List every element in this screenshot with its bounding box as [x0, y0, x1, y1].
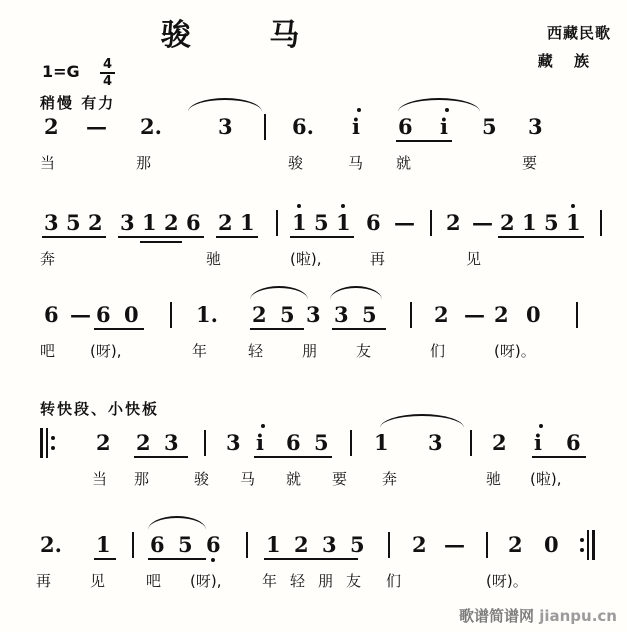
beam-line [216, 236, 258, 238]
page-title: 骏 马 [160, 18, 334, 53]
beam-line [148, 558, 206, 560]
footer-label: 歌谱简谱网 [458, 607, 534, 625]
lyric: (啦), [530, 470, 562, 488]
beam-line [332, 328, 386, 330]
barline [486, 532, 488, 558]
barline [350, 430, 352, 456]
lyric: (呀)。 [494, 342, 536, 360]
note: 3 [218, 114, 233, 139]
beam-line [94, 558, 116, 560]
note: 2 [44, 114, 59, 139]
lyric: 马 [240, 470, 256, 488]
note: — [70, 302, 91, 327]
note: 2 [446, 210, 461, 235]
note: 2 [136, 430, 151, 455]
note: 6 [186, 210, 201, 235]
barline [170, 302, 172, 328]
note: 2 [494, 302, 509, 327]
octave-dot [261, 424, 265, 428]
octave-dot [297, 204, 301, 208]
note: 0 [544, 532, 559, 557]
note: 2. [140, 114, 162, 139]
lyric: 骏 [194, 470, 210, 488]
note: 2 [500, 210, 515, 235]
note: 5 [178, 532, 193, 557]
barline [264, 114, 266, 140]
note: i [256, 430, 264, 455]
note: 1 [142, 210, 157, 235]
note: 6 [206, 532, 221, 557]
note: 2 [164, 210, 179, 235]
lyric: 见 [466, 250, 482, 268]
note: 3 [120, 210, 135, 235]
footer-watermark [459, 605, 617, 626]
staff-row-3 [0, 300, 627, 392]
note: 2 [434, 302, 449, 327]
note: — [464, 302, 485, 327]
beam-line [94, 328, 144, 330]
staff-row-2 [0, 208, 627, 300]
beam-line [290, 236, 354, 238]
note: 5 [362, 302, 377, 327]
beam-line [42, 236, 106, 238]
note: 2 [88, 210, 103, 235]
barline [276, 210, 278, 236]
slur-icon [188, 98, 262, 112]
lyric: 那 [136, 154, 152, 172]
lyric: 友 [346, 572, 362, 590]
octave-dot [445, 108, 449, 112]
note: 6. [292, 114, 314, 139]
lyric: 年 [262, 572, 278, 590]
beam-line [264, 558, 358, 560]
credit-line-1: 西藏民歌 [546, 24, 611, 42]
beam-line [134, 456, 188, 458]
note: 6 [44, 302, 59, 327]
lyric: 们 [386, 572, 402, 590]
note: 5 [66, 210, 81, 235]
note: 3 [164, 430, 179, 455]
beam-line [250, 328, 304, 330]
beam-line [254, 456, 332, 458]
note: 6 [366, 210, 381, 235]
lyric: 驰 [486, 470, 502, 488]
note: — [444, 532, 465, 557]
note: 5 [314, 430, 329, 455]
note: i [440, 114, 448, 139]
lyric: (啦), [290, 250, 322, 268]
note: — [394, 210, 415, 235]
lyric: (呀), [190, 572, 222, 590]
time-signature-numerator: 4 [102, 57, 113, 72]
barline [246, 532, 248, 558]
beam-line [118, 236, 204, 238]
barline [470, 430, 472, 456]
note: 3 [306, 302, 321, 327]
lyric: 见 [90, 572, 106, 590]
lyric: 再 [36, 572, 52, 590]
lyric: 奔 [40, 250, 56, 268]
key-signature: 1=G [42, 62, 80, 81]
lyric: 再 [370, 250, 386, 268]
time-signature-denominator: 4 [102, 74, 113, 89]
note: i [352, 114, 360, 139]
slur-icon [398, 98, 480, 112]
note: 1 [522, 210, 537, 235]
octave-dot [539, 424, 543, 428]
note: 5 [482, 114, 497, 139]
barline [600, 210, 602, 236]
note: 0 [124, 302, 139, 327]
note: — [472, 210, 493, 235]
note: 2 [96, 430, 111, 455]
note: 6 [96, 302, 111, 327]
note: 5 [314, 210, 329, 235]
note: 1 [566, 210, 581, 235]
lyric: 年 [192, 342, 208, 360]
note: — [86, 114, 107, 139]
octave-dot [357, 108, 361, 112]
note: 3 [44, 210, 59, 235]
lyric: 那 [134, 470, 150, 488]
octave-dot [341, 204, 345, 208]
note: 2. [40, 532, 62, 557]
note: 1 [240, 210, 255, 235]
note: 6 [566, 430, 581, 455]
barline [410, 302, 412, 328]
staff-row-4 [0, 428, 627, 520]
note: 2 [492, 430, 507, 455]
note: 5 [350, 532, 365, 557]
lyric: 吧 [146, 572, 162, 590]
lyric: 友 [356, 342, 372, 360]
note: 2 [252, 302, 267, 327]
lyric: 轻 [290, 572, 306, 590]
note: 1 [374, 430, 389, 455]
lyric: 骏 [288, 154, 304, 172]
note: 3 [334, 302, 349, 327]
lyric: 就 [396, 154, 412, 172]
note: 3 [226, 430, 241, 455]
lyric: 轻 [248, 342, 264, 360]
beam-line [140, 241, 182, 243]
note: 6 [286, 430, 301, 455]
octave-dot [571, 204, 575, 208]
tempo-mark-2: 转快段、小快板 [40, 400, 160, 418]
note: 1. [196, 302, 218, 327]
lyric: 就 [286, 470, 302, 488]
beam-line [498, 236, 584, 238]
note: 2 [508, 532, 523, 557]
barline [132, 532, 134, 558]
note: 1 [266, 532, 281, 557]
note: 5 [544, 210, 559, 235]
lyric: (呀), [90, 342, 122, 360]
note: 5 [280, 302, 295, 327]
footer-site: jianpu.cn [539, 607, 617, 625]
credit-line-2: 藏 族 [537, 52, 597, 70]
tempo-mark-1: 稍慢 有力 [40, 94, 116, 112]
lyric: 驰 [206, 250, 222, 268]
note: 6 [150, 532, 165, 557]
lyric: 马 [348, 154, 364, 172]
lyric: 奔 [382, 470, 398, 488]
lyric: 吧 [40, 342, 56, 360]
note: 1 [292, 210, 307, 235]
note: 6 [398, 114, 413, 139]
beam-line [532, 456, 586, 458]
note: 2 [294, 532, 309, 557]
note: 2 [412, 532, 427, 557]
staff-row-1 [0, 112, 627, 204]
note: 3 [428, 430, 443, 455]
lyric: 朋 [302, 342, 318, 360]
note: 1 [336, 210, 351, 235]
note: 0 [526, 302, 541, 327]
time-signature [100, 58, 115, 88]
barline [430, 210, 432, 236]
note: 2 [218, 210, 233, 235]
barline [388, 532, 390, 558]
lyric: 们 [430, 342, 446, 360]
beam-line [396, 140, 452, 142]
note: 3 [322, 532, 337, 557]
lyric: 要 [332, 470, 348, 488]
octave-dot [211, 558, 215, 562]
barline [204, 430, 206, 456]
lyric: 要 [522, 154, 538, 172]
note: 1 [96, 532, 111, 557]
lyric: 当 [40, 154, 56, 172]
barline [576, 302, 578, 328]
slur-icon [380, 414, 464, 428]
lyric: (呀)。 [486, 572, 528, 590]
lyric: 当 [92, 470, 108, 488]
note: 3 [528, 114, 543, 139]
note: i [534, 430, 542, 455]
lyric: 朋 [318, 572, 334, 590]
